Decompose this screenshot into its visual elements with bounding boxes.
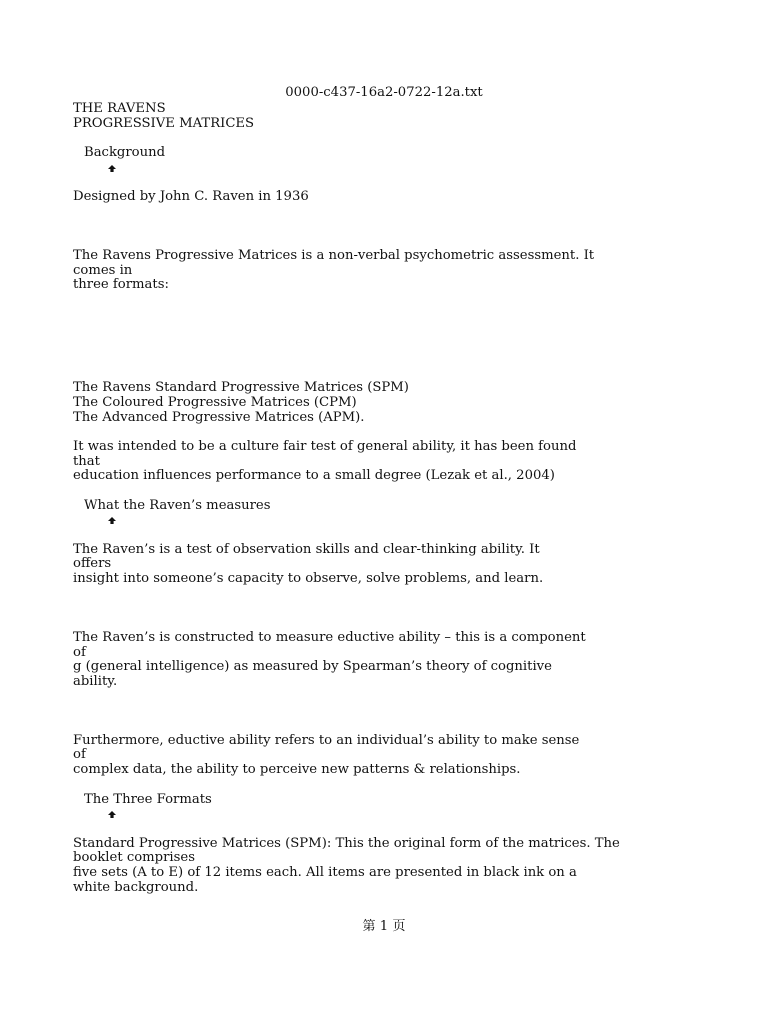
section-heading-three-formats (73, 793, 713, 808)
culture-fair-line-3: education influences performance to a small degree (Lezak et al., 2004) (73, 468, 555, 484)
document-body (73, 102, 713, 895)
measures-para1-line-2: offers (73, 556, 112, 572)
section-heading-three-formats-label: The Three Formats (84, 791, 212, 807)
measures-para3-line-3: complex data, the ability to perceive new patterns & relationships. (73, 762, 521, 778)
measures-para2-line-1: The Raven’s is constructed to measure eductive ability – this is a component (73, 629, 586, 645)
upward-arrow-bullet-icon (73, 146, 83, 161)
spm-line-3: five sets (A to E) of 12 items each. All items are presented in black ink on a (73, 864, 577, 880)
upward-arrow-bullet-icon (73, 499, 83, 514)
page-number-footer: 第 1 页 (362, 919, 406, 934)
section-heading-background (73, 146, 713, 161)
title-line-2: PROGRESSIVE MATRICES (73, 115, 255, 131)
measures-para1-line-1: The Raven’s is a test of observation skills and clear-thinking ability. It (73, 541, 540, 557)
spm-line-1: Standard Progressive Matrices (SPM): This the original form of the matrices. The (73, 835, 620, 851)
measures-para3-line-2: of (73, 747, 86, 763)
background-para-line-1: The Ravens Progressive Matrices is a non-verbal psychometric assessment. It (73, 247, 595, 263)
formats-list-item-1: The Ravens Standard Progressive Matrices (SPM) (73, 380, 409, 396)
measures-para2-line-4: ability. (73, 673, 118, 689)
formats-list-item-3: The Advanced Progressive Matrices (APM). (73, 409, 365, 425)
measures-para2-line-3: g (general intelligence) as measured by Spearman’s theory of cognitive (73, 659, 552, 675)
measures-para1-line-3: insight into someone’s capacity to observe, solve problems, and learn. (73, 571, 544, 587)
section-heading-measures-label: What the Raven’s measures (84, 497, 271, 513)
culture-fair-line-2: that (73, 453, 100, 469)
measures-para3-line-1: Furthermore, eductive ability refers to an individual’s ability to make sense (73, 732, 580, 748)
background-para-line-2: comes in (73, 262, 133, 278)
background-para-line-3: three formats: (73, 277, 169, 293)
document-filename-header: 0000-c437-16a2-0722-12a.txt (285, 85, 483, 100)
spm-line-2: booklet comprises (73, 850, 195, 866)
upward-arrow-bullet-icon (73, 793, 83, 808)
background-line-designed: Designed by John C. Raven in 1936 (73, 189, 309, 205)
measures-para2-line-2: of (73, 644, 86, 660)
section-heading-background-label: Background (84, 145, 166, 161)
title-line-1: THE RAVENS (73, 101, 166, 116)
formats-list-item-2: The Coloured Progressive Matrices (CPM) (73, 394, 357, 410)
section-heading-measures (73, 499, 713, 514)
spm-line-4: white background. (73, 879, 199, 895)
culture-fair-line-1: It was intended to be a culture fair test of general ability, it has been found (73, 438, 577, 454)
